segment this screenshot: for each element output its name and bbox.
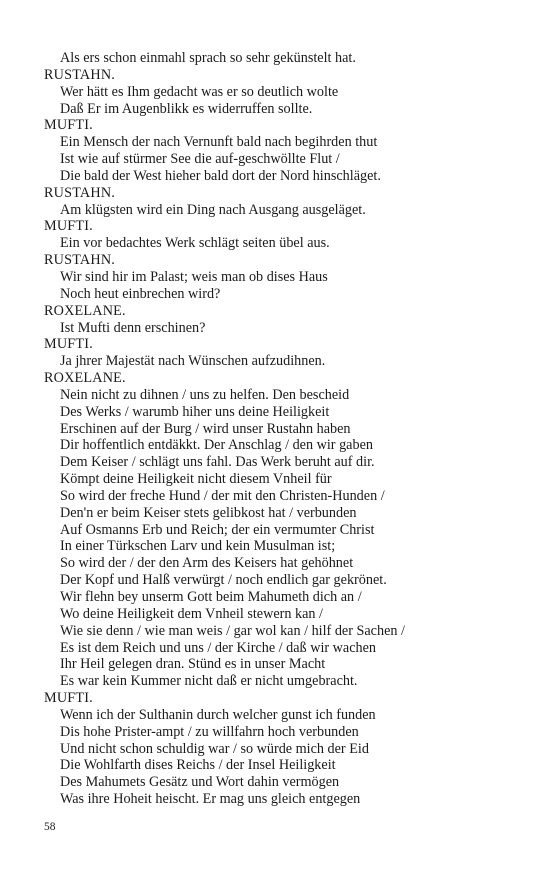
page-number: 58 [44, 821, 56, 833]
verse-line: Ist wie auf stürmer See die auf-geschwöllte Flut / [60, 151, 340, 168]
verse-line: Ist Mufti denn erschinen? [60, 319, 206, 336]
verse-line: Es ist dem Reich und uns / der Kirche / daß wir wachen [60, 639, 376, 656]
verse-line: Des Werks / warumb hiher uns deine Heiligkeit [60, 403, 330, 420]
speaker-name: ROXELANE. [44, 370, 126, 387]
verse-line: Dir hoffentlich entdäkkt. Der Anschlag / den wir gaben [60, 437, 373, 454]
verse-line: Wo deine Heiligkeit dem Vnheil stewern kan / [60, 605, 323, 622]
verse-line: In einer Türkschen Larv und kein Musulman ist; [60, 538, 336, 555]
verse-line: Wie sie denn / wie man weis / gar wol kan / hilf der Sachen / [60, 622, 405, 639]
speaker-name: MUFTI. [44, 117, 93, 134]
verse-line: Es war kein Kummer nicht daß er nicht umgebracht. [60, 673, 358, 690]
verse-line: So wird der freche Hund / der mit den Christen-Hunden / [60, 487, 385, 504]
verse-line: Daß Er im Augenblikk es widerruffen sollte. [60, 100, 313, 117]
verse-line: Wer hätt es Ihm gedacht was er so deutlich wolte [60, 83, 339, 100]
speaker-name: MUFTI. [44, 336, 93, 353]
speaker-name: RUSTAHN. [44, 66, 116, 83]
verse-line: Die Wohlfarth dises Reichs / der Insel Heiligkeit [60, 757, 336, 774]
verse-line: Erschinen auf der Burg / wird unser Rustahn haben [60, 420, 351, 437]
verse-line: Ihr Heil gelegen dran. Stünd es in unser Macht [60, 656, 326, 673]
verse-line: Ein Mensch der nach Vernunft bald nach begihrden thut [60, 134, 378, 151]
verse-line: Nein nicht zu dihnen / uns zu helfen. Den bescheid [60, 386, 350, 403]
verse-line: Noch heut einbrechen wird? [60, 285, 221, 302]
verse-line: Was ihre Hoheit heischt. Er mag uns gleich entgegen [60, 791, 361, 808]
verse-line: Wir flehn bey unserm Gott beim Mahumeth dich an / [60, 589, 362, 605]
speaker-name: RUSTAHN. [44, 252, 116, 269]
verse-line: Als ers schon einmahl sprach so sehr gekünstelt hat. [60, 50, 356, 66]
verse-line: Wenn ich der Sulthanin durch welcher gunst ich funden [60, 706, 376, 723]
verse-line: So wird der / der den Arm des Keisers hat gehöhnet [60, 555, 354, 572]
verse-line: Dis hohe Prister-ampt / zu willfahrn hoch verbunden [60, 723, 359, 740]
verse-line: Kömpt deine Heiligkeit nicht diesem Vnheil für [60, 471, 332, 488]
verse-line: Die bald der West hieher bald dort der Nord hinschläget. [60, 167, 381, 184]
speaker-name: MUFTI. [44, 690, 93, 707]
verse-line: Auf Osmanns Erb und Reich; der ein vermumter Christ [60, 521, 375, 538]
verse-line: Am klügsten wird ein Ding nach Ausgang ausgeläget. [60, 201, 366, 218]
speaker-name: MUFTI. [44, 218, 93, 235]
play-text [44, 50, 524, 808]
verse-line: Dem Keiser / schlägt uns fahl. Das Werk beruht auf dir. [60, 454, 375, 471]
verse-line: Der Kopf und Halß verwürgt / noch endlich gar gekrönet. [60, 572, 387, 589]
verse-line: Und nicht schon schuldig war / so würde mich der Eid [60, 740, 369, 757]
verse-line: Ein vor bedachtes Werk schlägt seiten übel aus. [60, 235, 330, 252]
speaker-name: RUSTAHN. [44, 184, 116, 201]
verse-line: Den'n er beim Keiser stets gelibkost hat / verbunden [60, 504, 357, 521]
verse-line: Des Mahumets Gesätz und Wort dahin vermögen [60, 774, 340, 791]
verse-line: Ja jhrer Majestät nach Wünschen aufzudihnen. [60, 353, 326, 370]
verse-line: Wir sind hir im Palast; weis man ob dises Haus [60, 268, 328, 285]
speaker-name: ROXELANE. [44, 302, 126, 319]
